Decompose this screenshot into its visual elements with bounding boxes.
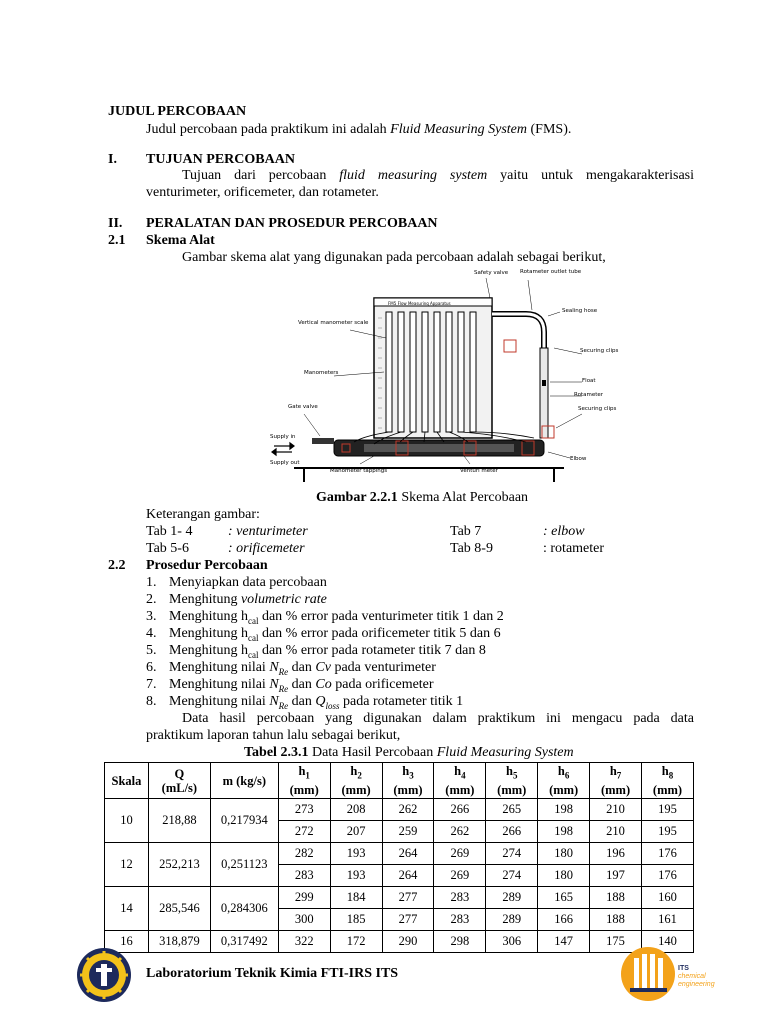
legend-row-2-tab: Tab 5-6	[146, 541, 189, 556]
cell-h7: 197	[590, 865, 642, 887]
label-rotameter: Rotameter	[574, 392, 604, 398]
legend-row-1-tab: Tab 1- 4	[146, 524, 193, 539]
cell-h7: 210	[590, 799, 642, 821]
logo-text-engineering: engineering	[678, 981, 715, 988]
legend-row-1-desc: : venturimeter	[228, 524, 308, 539]
table-row	[105, 931, 694, 953]
data-paragraph-line-2: praktikum laporan tahun lalu sebagai berikut,	[146, 728, 401, 743]
figure-caption: Gambar 2.2.1 Skema Alat Percobaan	[316, 490, 529, 505]
label-safety-valve: Safety valve	[474, 270, 509, 276]
step-6: 6. Menghitung nilai $N_{Re}$ dan Cv pada venturimeter	[146, 660, 436, 677]
cell-h3: 277	[382, 909, 434, 931]
cell-h6: 198	[538, 799, 590, 821]
cell-skala: 16	[105, 931, 149, 953]
cell-h3: 259	[382, 821, 434, 843]
section-2-number: II.	[108, 216, 123, 231]
cell-h4: 283	[434, 909, 486, 931]
legend-heading: Keterangan gambar:	[146, 507, 260, 522]
apparatus-diagram	[264, 268, 619, 484]
cell-m: 0,217934	[210, 799, 278, 843]
header-h3: $h_3$ (mm)	[382, 763, 434, 799]
cell-h1: 282	[278, 843, 330, 865]
cell-h4: 262	[434, 821, 486, 843]
cell-q: 252,213	[148, 843, 210, 887]
header-h1: $h_1$ (mm)	[278, 763, 330, 799]
title-line: Judul percobaan pada praktikum ini adalah Fluid Measuring System (FMS).	[146, 122, 572, 137]
cell-h2: 193	[330, 865, 382, 887]
section-2-1-heading: Skema Alat	[146, 233, 215, 248]
cell-h8: 140	[641, 931, 693, 953]
cell-skala: 12	[105, 843, 149, 887]
cell-m: 0,251123	[210, 843, 278, 887]
step-7: 7. Menghitung nilai $N_{Re}$ dan Co pada orificemeter	[146, 677, 434, 694]
cell-h8: 195	[641, 799, 693, 821]
section-2-1-intro: Gambar skema alat yang digunakan pada percobaan adalah sebagai berikut,	[182, 250, 606, 265]
cell-h5: 266	[486, 821, 538, 843]
cell-h8: 161	[641, 909, 693, 931]
cell-h4: 298	[434, 931, 486, 953]
its-chemical-engineering-logo	[620, 944, 715, 1004]
section-2-heading: PERALATAN DAN PROSEDUR PERCOBAAN	[146, 216, 438, 231]
cell-h6: 198	[538, 821, 590, 843]
cell-h5: 289	[486, 887, 538, 909]
cell-h2: 172	[330, 931, 382, 953]
cell-h1: 272	[278, 821, 330, 843]
cell-q: 285,546	[148, 887, 210, 931]
cell-h5: 265	[486, 799, 538, 821]
header-h8: $h_8$ (mm)	[641, 763, 693, 799]
label-manometers: Manometers	[304, 370, 339, 376]
step-8: 8. Menghitung nilai $N_{Re}$ dan $Q_{loss}$ pada rotameter titik 1	[146, 694, 464, 711]
cell-h3: 290	[382, 931, 434, 953]
cell-h7: 175	[590, 931, 642, 953]
header-h5: $h_5$ (mm)	[486, 763, 538, 799]
footer-lab-name: Laboratorium Teknik Kimia FTI-IRS ITS	[146, 966, 399, 981]
cell-q: 318,879	[148, 931, 210, 953]
step-2: 2. Menghitung volumetric rate	[146, 592, 327, 607]
section-1-heading: TUJUAN PERCOBAAN	[146, 152, 295, 167]
step-4: 4. Menghitung $h_{cal}$ dan % error pada orificemeter titik 5 dan 6	[146, 626, 501, 643]
step-1: 1. Menyiapkan data percobaan	[146, 575, 327, 590]
step-5: 5. Menghitung $h_{cal}$ dan % error pada rotameter titik 7 dan 8	[146, 643, 486, 660]
cell-h1: 299	[278, 887, 330, 909]
cell-h5: 274	[486, 843, 538, 865]
cell-h7: 210	[590, 821, 642, 843]
cell-h8: 195	[641, 821, 693, 843]
header-m: m (kg/s)	[210, 763, 278, 799]
cell-skala: 14	[105, 887, 149, 931]
label-vertical-scale: Vertical manometer scale	[298, 320, 369, 326]
header-h2: $h_2$ (mm)	[330, 763, 382, 799]
label-securing-clips-top: Securing clips	[580, 348, 619, 354]
cell-h1: 273	[278, 799, 330, 821]
cell-h3: 262	[382, 799, 434, 821]
cell-h6: 166	[538, 909, 590, 931]
label-manometer-tappings: Manometer tappings	[330, 468, 388, 474]
cell-h8: 176	[641, 843, 693, 865]
section-2-2-number: 2.2	[108, 558, 126, 573]
header-h4: $h_4$ (mm)	[434, 763, 486, 799]
cell-h8: 160	[641, 887, 693, 909]
cell-h6: 147	[538, 931, 590, 953]
label-gate-valve: Gate valve	[288, 404, 318, 410]
cell-h1: 322	[278, 931, 330, 953]
label-supply-out: Supply out	[270, 460, 300, 466]
label-float: Float	[582, 378, 596, 384]
cell-h5: 289	[486, 909, 538, 931]
data-table	[104, 762, 694, 953]
cell-q: 218,88	[148, 799, 210, 843]
cell-h3: 264	[382, 843, 434, 865]
label-venturi-meter: Venturi meter	[460, 468, 498, 474]
cell-h2: 208	[330, 799, 382, 821]
table-row	[105, 843, 694, 865]
cell-m: 0,317492	[210, 931, 278, 953]
table-header-row	[105, 763, 694, 799]
header-q: Q (mL/s)	[148, 763, 210, 799]
section-1-number: I.	[108, 152, 117, 167]
cell-h1: 300	[278, 909, 330, 931]
table-row	[105, 887, 694, 909]
cell-h3: 264	[382, 865, 434, 887]
label-supply-in: Supply in	[270, 434, 296, 440]
label-rotameter-outlet: Rotameter outlet tube	[520, 269, 582, 275]
legend-row-1-desc2: : elbow	[543, 524, 585, 539]
cell-h6: 180	[538, 843, 590, 865]
label-elbow: Elbow	[570, 456, 587, 462]
label-securing-clips-bottom: Securing clips	[578, 406, 617, 412]
cell-h4: 283	[434, 887, 486, 909]
table-caption: Tabel 2.3.1 Data Hasil Percobaan Fluid Measuring System	[244, 745, 574, 760]
legend-row-2-desc: : orificemeter	[228, 541, 305, 556]
label-sealing-hose: Sealing hose	[562, 308, 598, 314]
legend-row-1-tab2: Tab 7	[450, 524, 482, 539]
cell-h4: 269	[434, 865, 486, 887]
legend-row-2-desc2: : rotameter	[543, 541, 605, 556]
cell-h6: 165	[538, 887, 590, 909]
header-h6: $h_6$ (mm)	[538, 763, 590, 799]
table-row	[105, 799, 694, 821]
cell-h5: 274	[486, 865, 538, 887]
section-1-line-2: venturimeter, orificemeter, dan rotameter.	[146, 185, 379, 200]
section-1-line-1: Tujuan dari percobaan fluid measuring system yaitu untuk mengakarakterisasi	[182, 168, 695, 183]
page-heading: JUDUL PERCOBAAN	[108, 104, 247, 119]
cell-h8: 176	[641, 865, 693, 887]
cell-h7: 196	[590, 843, 642, 865]
logo-text-its: ITS	[678, 965, 689, 972]
cell-h4: 266	[434, 799, 486, 821]
section-2-2-heading: Prosedur Percobaan	[146, 558, 268, 573]
cell-h2: 185	[330, 909, 382, 931]
apparatus-title-label: FM5 Flow Measuring Apparatus	[388, 301, 451, 306]
cell-h3: 277	[382, 887, 434, 909]
logo-text-chemical: chemical	[678, 973, 706, 980]
its-seal-logo	[72, 946, 136, 1004]
cell-h7: 188	[590, 887, 642, 909]
legend-row-2-tab2: Tab 8-9	[450, 541, 493, 556]
cell-h2: 207	[330, 821, 382, 843]
cell-m: 0,284306	[210, 887, 278, 931]
cell-h4: 269	[434, 843, 486, 865]
cell-h7: 188	[590, 909, 642, 931]
section-2-1-number: 2.1	[108, 233, 126, 248]
cell-h2: 184	[330, 887, 382, 909]
cell-skala: 10	[105, 799, 149, 843]
cell-h6: 180	[538, 865, 590, 887]
step-3: 3. Menghitung $h_{cal}$ dan % error pada venturimeter titik 1 dan 2	[146, 609, 504, 626]
header-h7: $h_7$ (mm)	[590, 763, 642, 799]
header-skala: Skala	[105, 763, 149, 799]
cell-h1: 283	[278, 865, 330, 887]
cell-h2: 193	[330, 843, 382, 865]
cell-h5: 306	[486, 931, 538, 953]
data-paragraph-line-1: Data hasil percobaan yang digunakan dalam praktikum ini mengacu pada data	[182, 711, 694, 726]
